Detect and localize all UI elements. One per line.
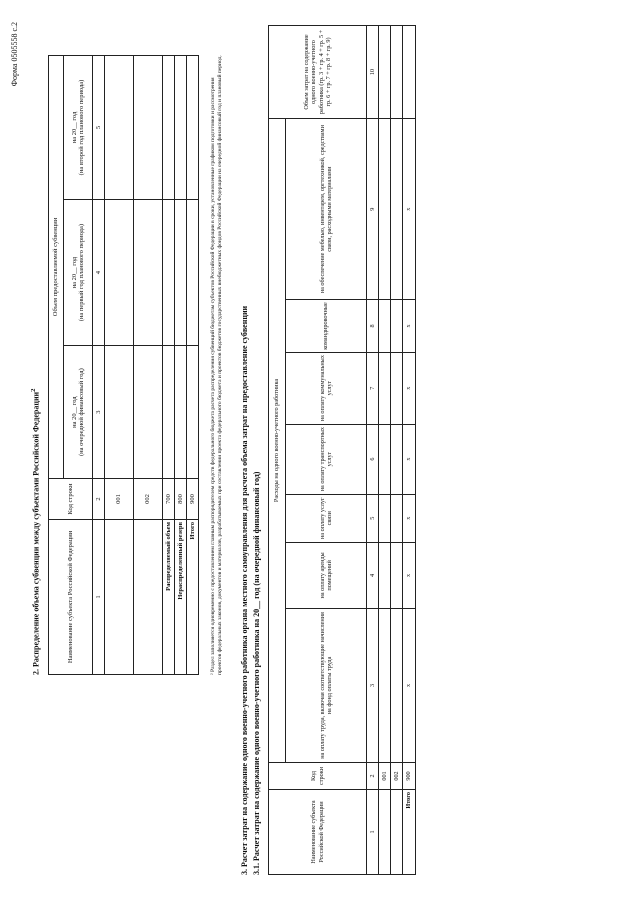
x-mark: x xyxy=(403,300,416,352)
value-cell[interactable] xyxy=(134,199,163,345)
value-cell[interactable] xyxy=(187,199,199,345)
x-mark: x xyxy=(403,608,416,762)
value-cell[interactable] xyxy=(379,608,391,762)
col-number: 2 xyxy=(93,479,105,520)
col-number: 3 xyxy=(367,608,379,762)
value-cell[interactable] xyxy=(391,494,403,542)
total-label: Нераспределенный резерв xyxy=(175,520,187,675)
value-cell[interactable] xyxy=(163,56,175,200)
col-year-1: на 20__ год (на очередной финансовый год) xyxy=(64,346,93,479)
x-mark: x xyxy=(403,494,416,542)
col-utilities: на оплату коммунальных услуг xyxy=(286,352,367,424)
col-number: 1 xyxy=(367,790,379,875)
col-communication: на оплату услуг связи xyxy=(286,494,367,542)
value-cell[interactable] xyxy=(379,494,391,542)
worker-cost-table xyxy=(268,25,416,875)
subvention-distribution-table xyxy=(48,55,199,675)
row-code: 700 xyxy=(163,479,175,520)
x-mark: x xyxy=(403,352,416,424)
section2-title: 2. Распределение объема субвенции между субъектами Российской Федерации$^2$ xyxy=(30,388,41,675)
table-row xyxy=(391,26,403,875)
row-code: 002 xyxy=(134,479,163,520)
value-cell[interactable] xyxy=(391,424,403,494)
value-cell[interactable] xyxy=(105,56,134,200)
col-year-2: на 20__ год (на первый год планового периода) xyxy=(64,199,93,345)
col-rent: на оплату аренды помещений xyxy=(286,542,367,608)
col-number: 9 xyxy=(367,119,379,300)
total-label: Итого xyxy=(187,520,199,675)
value-cell[interactable] xyxy=(187,346,199,479)
total-row xyxy=(403,26,416,875)
subject-name-cell[interactable] xyxy=(391,790,403,875)
col-number: 5 xyxy=(93,56,105,200)
value-cell[interactable] xyxy=(175,56,187,200)
value-cell[interactable] xyxy=(379,542,391,608)
row-code: 800 xyxy=(175,479,187,520)
value-cell[interactable] xyxy=(391,300,403,352)
col-furniture: на обеспечение мебелью, инвентарем, оргтехникой, средствами связи, расходными материалами xyxy=(286,119,367,300)
value-cell[interactable] xyxy=(134,346,163,479)
row-code: 900 xyxy=(187,479,199,520)
col-travel: командировочные xyxy=(286,300,367,352)
total-row xyxy=(175,56,187,675)
value-cell[interactable] xyxy=(105,199,134,345)
col-number: 4 xyxy=(93,199,105,345)
x-mark: x xyxy=(403,542,416,608)
value-cell[interactable] xyxy=(379,119,391,300)
value-cell[interactable] xyxy=(163,346,175,479)
col-number: 10 xyxy=(367,26,379,119)
form-code: Форма 0505558 с.2 xyxy=(10,22,19,87)
value-cell[interactable] xyxy=(379,26,391,119)
col-year-3: на 20__ год (на второй год планового периода) xyxy=(64,56,93,200)
table-row xyxy=(105,56,134,675)
col-number: 3 xyxy=(93,346,105,479)
row-code: 900 xyxy=(403,763,416,790)
value-cell[interactable] xyxy=(175,346,187,479)
x-mark: x xyxy=(403,424,416,494)
value-cell[interactable] xyxy=(163,199,175,345)
total-label: Итого xyxy=(403,790,416,875)
col-row-code: Код строки xyxy=(49,479,93,520)
value-cell[interactable] xyxy=(391,26,403,119)
col-number: 2 xyxy=(367,763,379,790)
col-number: 7 xyxy=(367,352,379,424)
row-code: 001 xyxy=(105,479,134,520)
col-number: 4 xyxy=(367,542,379,608)
subject-name-cell[interactable] xyxy=(134,520,163,675)
x-mark: x xyxy=(403,119,416,300)
col-total-cost: Объем затрат на содержание одного военно-учетного работника (гр. 3 + гр. 4 + гр. 5 + гр. 6 + гр. 7 + гр. 8 + гр. 9) xyxy=(269,26,367,119)
row-code: 002 xyxy=(391,763,403,790)
col-expenses: Расходы на одного военно-учетного работника xyxy=(269,119,286,763)
subject-name-cell[interactable] xyxy=(105,520,134,675)
footnote: ² Раздел заполняется одновременно с предоставлением главным распорядителем средств федерального бюджета расчета распределения субвенций бюджетам субъектов Российской Федерации в сроки, установленные графиком подготовки и рассмотрения проектов федеральных законов, документов и материалов, разрабатываемых при составлении проекта федерального бюджета и проектов бюджетов государственных внебюджетных фондов Российской Федерации на очередной финансовый год и плановый период. xyxy=(210,55,224,675)
col-salary: на оплату труда, включая соответствующие начисления на фонд оплаты труда xyxy=(286,608,367,762)
subject-name-cell[interactable] xyxy=(379,790,391,875)
value-cell[interactable] xyxy=(379,300,391,352)
value-cell[interactable] xyxy=(187,56,199,200)
total-label: Распределяемый объем xyxy=(163,520,175,675)
total-row xyxy=(163,56,175,675)
col-subvention-volume: Объем предоставляемой субвенции xyxy=(49,56,64,479)
col-transport: на оплату транспортных услуг xyxy=(286,424,367,494)
col-subject-name: Наименование субъекта Российской Федерации xyxy=(49,520,93,675)
value-cell[interactable] xyxy=(175,199,187,345)
col-number: 1 xyxy=(93,520,105,675)
col-row-code: Код строки xyxy=(269,763,367,790)
table-row xyxy=(134,56,163,675)
table-row xyxy=(379,26,391,875)
row-code: 001 xyxy=(379,763,391,790)
total-row xyxy=(187,56,199,675)
value-cell[interactable] xyxy=(379,352,391,424)
col-number: 8 xyxy=(367,300,379,352)
section3-title: 3. Расчет затрат на содержание одного военно-учетного работника органа местного самоуправления для расчета объема затрат на предоставление субвенции xyxy=(240,305,249,875)
col-subject-name: Наименование субъекта Российской Федерации xyxy=(269,790,367,875)
value-cell[interactable] xyxy=(391,542,403,608)
value-cell[interactable] xyxy=(391,608,403,762)
col-number: 6 xyxy=(367,424,379,494)
value-cell[interactable] xyxy=(391,352,403,424)
value-cell[interactable] xyxy=(391,119,403,300)
col-number: 5 xyxy=(367,494,379,542)
value-cell[interactable] xyxy=(105,346,134,479)
value-cell[interactable] xyxy=(379,424,391,494)
value-cell[interactable] xyxy=(134,56,163,200)
section3-subtitle: 3.1. Расчет затрат на содержание одного военно-учетного работника на 20__ год (на очередной финансовый год) xyxy=(252,471,261,875)
value-cell[interactable] xyxy=(403,26,416,119)
